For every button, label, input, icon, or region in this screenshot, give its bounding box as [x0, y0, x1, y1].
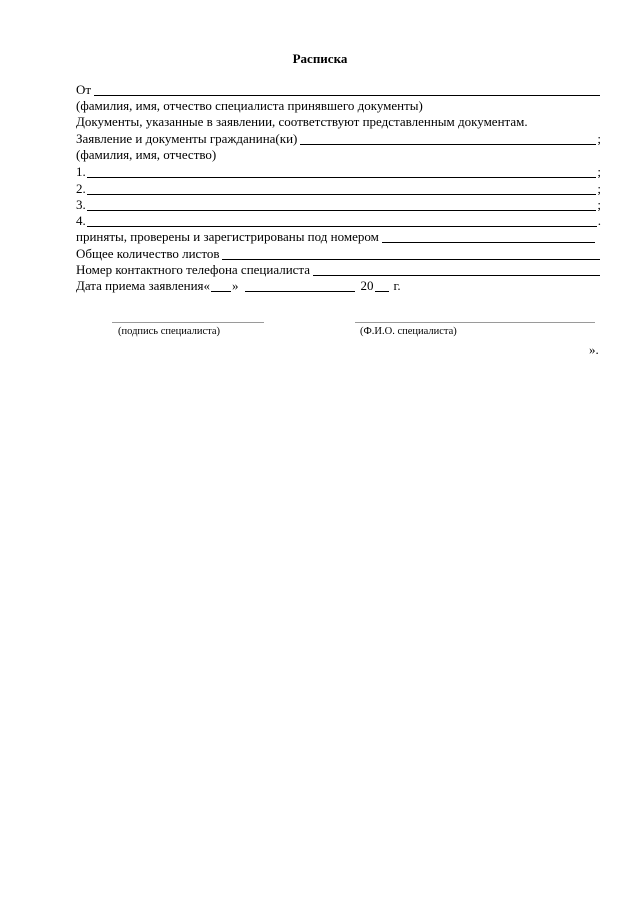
specialist-name-field[interactable]: [355, 322, 595, 323]
date-day-field[interactable]: [211, 279, 231, 292]
phone-label: Номер контактного телефона специалиста: [76, 262, 311, 277]
item-end: ;: [597, 181, 601, 196]
from-hint: (фамилия, имя, отчество специалиста принявшего документы): [76, 98, 423, 113]
from-label: От: [76, 82, 92, 97]
date-suffix: г.: [393, 278, 401, 293]
date-year-field[interactable]: [375, 279, 389, 292]
registered-label: приняты, проверены и зарегистрированы под номером: [76, 229, 379, 244]
item-field[interactable]: [87, 214, 597, 227]
sheets-label: Общее количество листов: [76, 246, 220, 261]
item-number: 1.: [76, 164, 86, 179]
item-number: 3.: [76, 197, 86, 212]
applicant-hint-line: [76, 147, 601, 163]
date-month-field[interactable]: [245, 279, 355, 292]
item-line: [76, 164, 601, 180]
item-field[interactable]: [87, 198, 597, 211]
item-line: [76, 197, 601, 213]
item-line: [76, 181, 601, 197]
document-title: Расписка: [292, 51, 348, 66]
phone-line: [76, 262, 601, 278]
item-line: [76, 213, 601, 229]
item-end: .: [597, 213, 601, 228]
date-quote-close: »: [232, 278, 239, 293]
registration-number-field[interactable]: [382, 230, 595, 243]
applicant-end: ;: [597, 131, 601, 146]
sheets-line: [76, 246, 601, 262]
applicant-field[interactable]: [300, 132, 596, 145]
name-caption: (Ф.И.О. специалиста): [360, 326, 457, 337]
conformity-text: Документы, указанные в заявлении, соответствуют представленным документам.: [76, 114, 528, 129]
sheets-count-field[interactable]: [222, 247, 600, 260]
item-number: 2.: [76, 181, 86, 196]
from-field[interactable]: [94, 83, 600, 96]
item-end: ;: [597, 164, 601, 179]
applicant-hint: (фамилия, имя, отчество): [76, 147, 217, 162]
conformity-line: [76, 114, 601, 130]
item-end: ;: [597, 197, 601, 212]
date-line: [76, 278, 401, 294]
item-field[interactable]: [87, 182, 597, 195]
registered-line: [76, 229, 601, 245]
date-label: Дата приема заявления«: [76, 278, 211, 293]
from-line: [76, 82, 601, 98]
closing-mark: ».: [589, 342, 599, 357]
phone-field[interactable]: [313, 263, 600, 276]
from-hint-line: [76, 98, 601, 114]
applicant-line: [76, 131, 601, 147]
applicant-label: Заявление и документы гражданина(ки): [76, 131, 298, 146]
signature-caption: (подпись специалиста): [118, 326, 221, 337]
item-field[interactable]: [87, 165, 597, 178]
signature-field[interactable]: [112, 322, 264, 323]
item-number: 4.: [76, 213, 86, 228]
date-year-prefix: 20: [360, 278, 374, 293]
